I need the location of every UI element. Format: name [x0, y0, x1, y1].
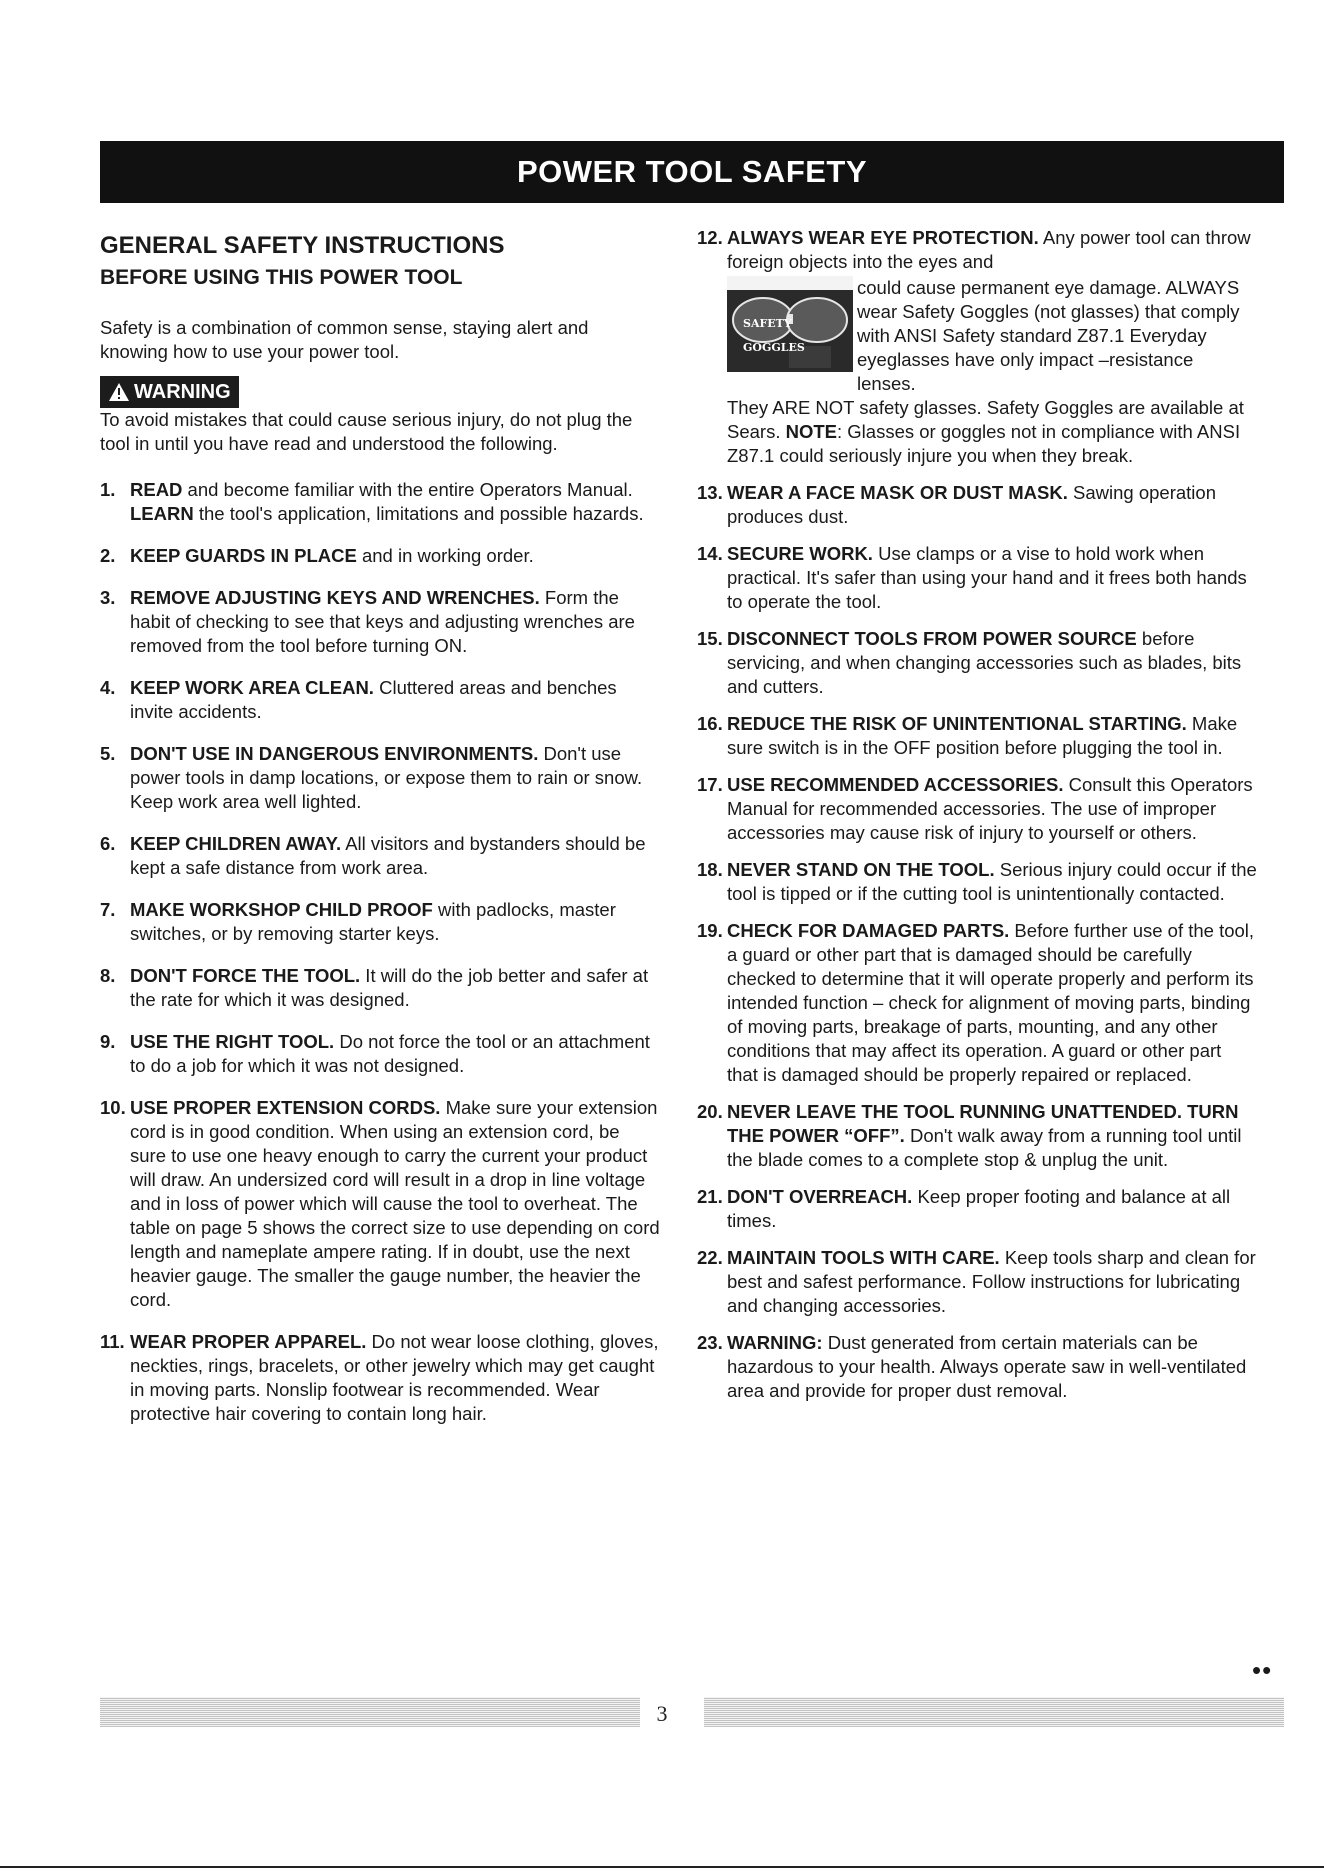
item-heading: KEEP CHILDREN AWAY.	[130, 833, 342, 854]
item-heading: ALWAYS WEAR EYE PROTECTION.	[727, 227, 1039, 248]
left-column	[100, 226, 660, 1444]
safety-list-right	[697, 226, 1257, 1403]
item-number: 22.	[697, 1247, 723, 1268]
list-item	[697, 919, 1257, 1087]
item-number: 14.	[697, 543, 723, 564]
item-number: 23.	[697, 1332, 723, 1353]
item-heading: USE RECOMMENDED ACCESSORIES.	[727, 774, 1064, 795]
item-text: Form the habit of checking to see that keys and adjusting wrenches are removed from the tool before turning ON.	[130, 587, 635, 656]
item-text: Make sure your extension cord is in good condition. When using an extension cord, be sure to use one heavy enough to carry the current your product will draw. An undersized cord will result in a drop in line voltage and in loss of power which will cause the tool to overheat. The table on page 5 shows the correct size to use depending on cord length and nameplate ampere rating. If in doubt, use the next heavier gauge. The smaller the gauge number, the heavier the cord.	[130, 1097, 660, 1310]
item-text: Sawing operation produces dust.	[727, 482, 1216, 527]
decorative-dots: ••	[1252, 1655, 1273, 1685]
item-text: It will do the job better and safer at the rate for which it was designed.	[130, 965, 649, 1010]
list-item	[100, 742, 660, 814]
item-number: 7.	[100, 899, 116, 920]
list-item	[100, 1330, 660, 1426]
item-number: 20.	[697, 1101, 723, 1122]
footer-hatch-right	[704, 1697, 1284, 1727]
item-text: Use clamps or a vise to hold work when practical. It's safer than using your hand and it frees both hands to operate the tool.	[727, 543, 1247, 612]
item-text: Cluttered areas and benches invite accidents.	[130, 677, 617, 722]
item-text: Keep tools sharp and clean for best and safest performance. Follow instructions for lubricating and changing accessories.	[727, 1247, 1256, 1316]
item-heading: KEEP WORK AREA CLEAN.	[130, 677, 374, 698]
safety-list-left	[100, 478, 660, 1426]
item-number: 12.	[697, 227, 723, 248]
item-heading: REDUCE THE RISK OF UNINTENTIONAL STARTING.	[727, 713, 1187, 734]
item-text: and in working order.	[356, 545, 534, 566]
item-text: Make sure switch is in the OFF position before plugging the tool in.	[727, 713, 1238, 758]
right-column	[697, 226, 1257, 1416]
item-number: 19.	[697, 920, 723, 941]
item-heading: KEEP GUARDS IN PLACE	[130, 545, 357, 566]
footer-hatch-left	[100, 1697, 640, 1727]
item-text: Serious injury could occur if the tool is tipped or if the cutting tool is unintentionally contacted.	[727, 859, 1257, 904]
item-text: : Glasses or goggles not in compliance with ANSI Z87.1 could seriously injure you when they break.	[727, 421, 1241, 466]
item-number: 15.	[697, 628, 723, 649]
item-text: with padlocks, master switches, or by removing starter keys.	[130, 899, 616, 944]
item-heading: USE PROPER EXTENSION CORDS.	[130, 1097, 441, 1118]
item-text: Dust generated from certain materials can be hazardous to your health. Always operate saw in well-ventilated area and provide for proper dust removal.	[727, 1332, 1247, 1401]
list-item	[100, 676, 660, 724]
item-number: 1.	[100, 479, 116, 500]
list-item	[100, 1030, 660, 1078]
item-text: Any power tool can throw foreign objects into the eyes and	[727, 227, 1251, 272]
item-text: They ARE NOT safety glasses. Safety Goggles are available at Sears.	[727, 397, 1244, 442]
list-item	[697, 627, 1257, 699]
item-number: 13.	[697, 482, 723, 503]
warning-triangle-icon	[108, 382, 130, 402]
item-text: Keep proper footing and balance at all times.	[727, 1186, 1231, 1231]
item-number: 16.	[697, 713, 723, 734]
note-label: NOTE	[785, 421, 837, 442]
item-text: Consult this Operators Manual for recommended accessories. The use of improper accessories may cause risk of injury to yourself or others.	[727, 774, 1253, 843]
item-heading: NEVER LEAVE THE TOOL RUNNING UNATTENDED. TURN THE POWER “OFF”.	[727, 1101, 1239, 1146]
list-item	[697, 1185, 1257, 1233]
warning-badge	[100, 376, 239, 408]
item-number: 5.	[100, 743, 116, 764]
list-item	[697, 1331, 1257, 1403]
page-number: 3	[656, 1701, 668, 1726]
item-text: Don't walk away from a running tool until the blade comes to a complete stop & unplug the unit.	[727, 1125, 1242, 1170]
goggles-caption: SAFETY GOGGLES	[743, 317, 805, 354]
item-text: All visitors and bystanders should be kept a safe distance from work area.	[130, 833, 646, 878]
item-number: 3.	[100, 587, 116, 608]
item-text: Before further use of the tool, a guard or other part that is damaged should be carefully checked to determine that it will operate properly and perform its intended function – check for alignment of moving parts, binding of moving parts, breakage of parts, mounting, and any other conditions that may affect its operation. A guard or other part that is damaged should be properly repaired or replaced.	[727, 920, 1255, 1085]
list-item	[100, 478, 660, 526]
page-banner: POWER TOOL SAFETY	[100, 141, 1284, 203]
item-heading: SECURE WORK.	[727, 543, 873, 564]
list-item	[697, 1100, 1257, 1172]
intro-paragraph: Safety is a combination of common sense, staying alert and knowing how to use your power tool.	[100, 317, 589, 362]
item-heading: READ	[130, 479, 183, 500]
list-item	[100, 898, 660, 946]
item-number: 10.	[100, 1097, 126, 1118]
item-number: 11.	[100, 1331, 125, 1352]
list-item	[100, 586, 660, 658]
list-item	[100, 1096, 660, 1312]
item-text: Do not wear loose clothing, gloves, neckties, rings, bracelets, or other jewelry which may get caught in moving parts. Nonslip footwear is recommended. Wear protective hair covering to contain long hair.	[130, 1331, 659, 1424]
item-heading: USE THE RIGHT TOOL.	[130, 1031, 335, 1052]
item-heading: DON'T FORCE THE TOOL.	[130, 965, 361, 986]
list-item	[697, 858, 1257, 906]
item-number: 4.	[100, 677, 116, 698]
item-heading: DON'T OVERREACH.	[727, 1186, 913, 1207]
item-number: 8.	[100, 965, 116, 986]
item-text: before servicing, and when changing accessories such as blades, bits and cutters.	[727, 628, 1242, 697]
list-item	[697, 226, 1257, 468]
bottom-rule	[0, 1866, 1324, 1868]
item-heading: REMOVE ADJUSTING KEYS AND WRENCHES.	[130, 587, 540, 608]
safety-goggles-image	[727, 276, 853, 372]
item-number: 6.	[100, 833, 116, 854]
section-title: GENERAL SAFETY INSTRUCTIONS	[100, 232, 505, 259]
item-text: the tool's application, limitations and possible hazards.	[193, 503, 644, 524]
item-text: and become familiar with the entire Operators Manual.	[182, 479, 633, 500]
list-item	[697, 481, 1257, 529]
section-subtitle: BEFORE USING THIS POWER TOOL	[100, 266, 463, 289]
item-heading: WARNING:	[727, 1332, 823, 1353]
item-number: 2.	[100, 545, 116, 566]
list-item	[697, 1246, 1257, 1318]
list-item	[100, 544, 660, 568]
item-heading: WEAR PROPER APPAREL.	[130, 1331, 367, 1352]
item-heading: LEARN	[130, 503, 194, 524]
item-number: 18.	[697, 859, 723, 880]
item-heading: NEVER STAND ON THE TOOL.	[727, 859, 995, 880]
item-heading: CHECK FOR DAMAGED PARTS.	[727, 920, 1010, 941]
item-heading: DON'T USE IN DANGEROUS ENVIRONMENTS.	[130, 743, 539, 764]
list-item	[100, 964, 660, 1012]
item-heading: MAINTAIN TOOLS WITH CARE.	[727, 1247, 1000, 1268]
warning-label: WARNING	[134, 380, 231, 403]
list-item	[100, 832, 660, 880]
item-number: 21.	[697, 1186, 723, 1207]
item-text: Do not force the tool or an attachment to do a job for which it was not designed.	[130, 1031, 650, 1076]
item-heading: DISCONNECT TOOLS FROM POWER SOURCE	[727, 628, 1137, 649]
item-heading: MAKE WORKSHOP CHILD PROOF	[130, 899, 433, 920]
warning-text: To avoid mistakes that could cause serious injury, do not plug the tool in until you have read and understood the following.	[100, 409, 633, 454]
item-number: 17.	[697, 774, 723, 795]
item-text: could cause permanent eye damage. ALWAYS wear Safety Goggles (not glasses) that comply with ANSI Safety standard Z87.1 Everyday eyeglasses have only impact –resistance lenses.	[857, 277, 1240, 394]
list-item	[697, 773, 1257, 845]
item-text: Don't use power tools in damp locations, or expose them to rain or snow. Keep work area well lighted.	[130, 743, 643, 812]
list-item	[697, 542, 1257, 614]
item-heading: WEAR A FACE MASK OR DUST MASK.	[727, 482, 1068, 503]
goggles-block	[727, 276, 1257, 396]
item-number: 9.	[100, 1031, 116, 1052]
list-item	[697, 712, 1257, 760]
